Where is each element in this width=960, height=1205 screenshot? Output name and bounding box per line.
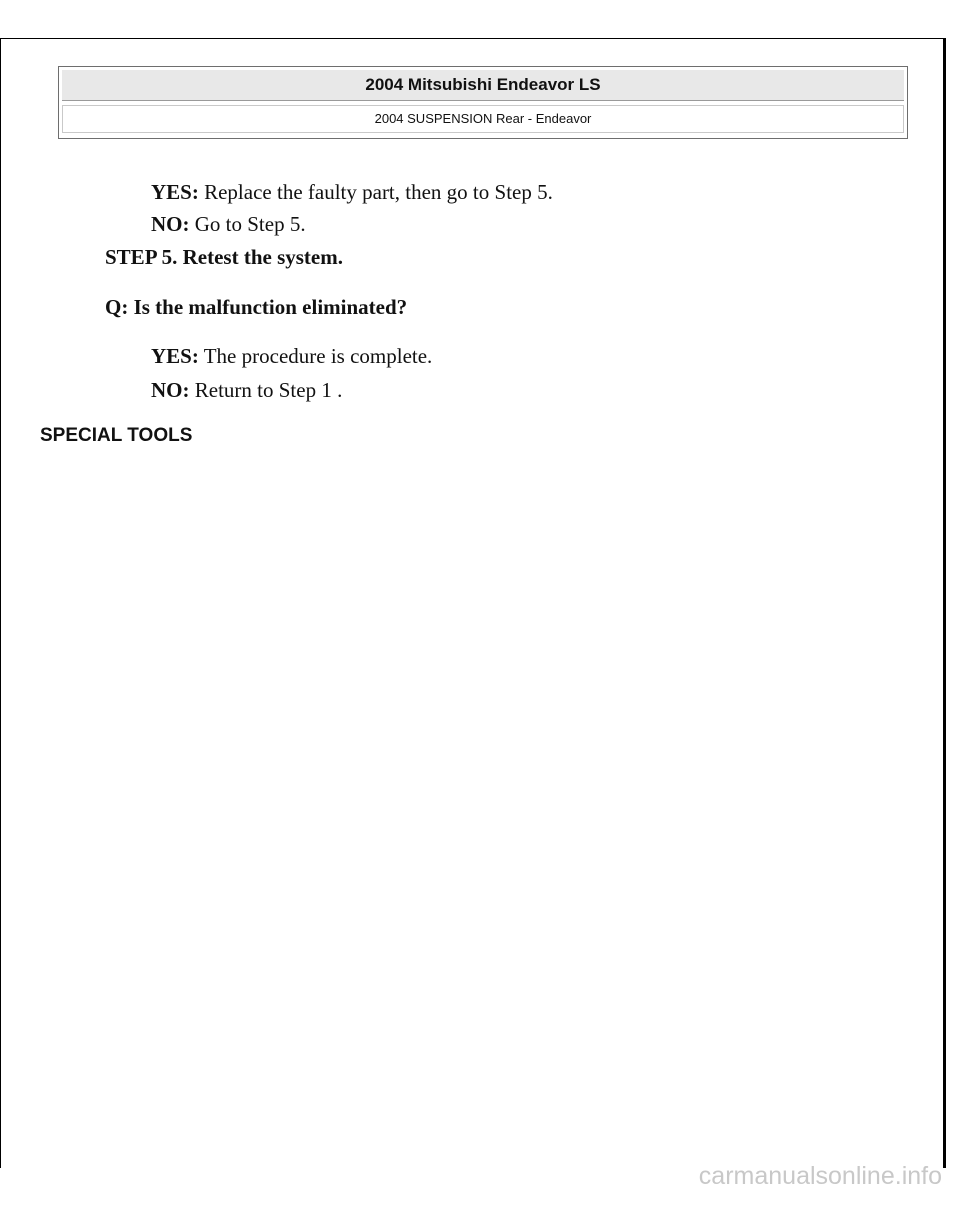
page-frame-left <box>0 38 1 1168</box>
watermark-text: carmanualsonline.info <box>698 1162 942 1190</box>
yes-label: YES: <box>151 180 199 204</box>
yes-label: YES: <box>151 344 199 368</box>
yes-text: The procedure is complete. <box>198 344 433 368</box>
section-title-special-tools: SPECIAL TOOLS <box>40 425 193 446</box>
page-frame-top <box>0 38 945 39</box>
no-text: Go to Step 5. <box>189 212 306 236</box>
step5-heading: STEP 5. Retest the system. <box>105 245 343 269</box>
question-heading: Q: Is the malfunction eliminated? <box>105 295 408 319</box>
no-label: NO: <box>151 378 190 402</box>
no-label: NO: <box>151 212 190 236</box>
step4-no-line <box>151 212 306 237</box>
step4-yes-line <box>151 180 553 205</box>
document-title: 2004 Mitsubishi Endeavor LS <box>62 70 904 101</box>
no-text: Return to Step 1 . <box>189 378 343 402</box>
step5-yes-line <box>151 344 432 369</box>
step5-no-line <box>151 378 342 403</box>
document-subtitle: 2004 SUSPENSION Rear - Endeavor <box>62 105 904 133</box>
document-header <box>58 66 908 139</box>
yes-text: Replace the faulty part, then go to Step 5. <box>198 180 553 204</box>
page-frame-right <box>943 38 946 1168</box>
